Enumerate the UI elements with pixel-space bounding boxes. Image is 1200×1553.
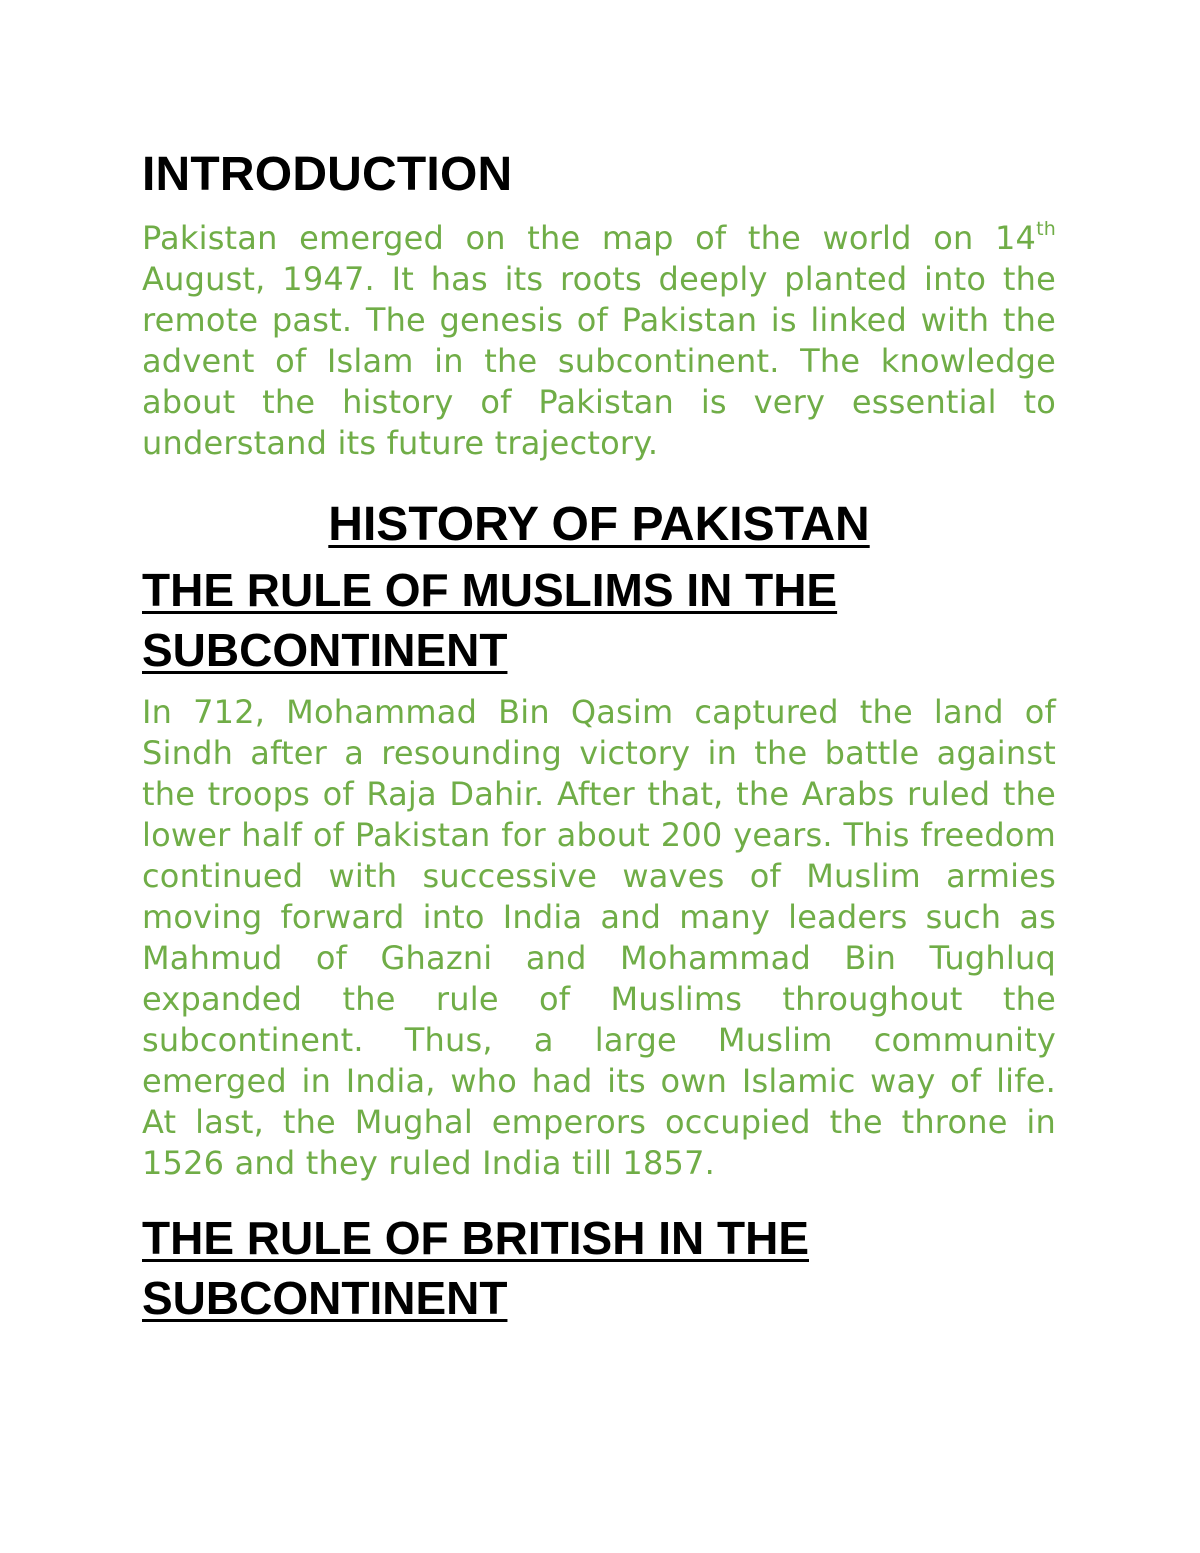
- muslim-rule-paragraph: In 712, Mohammad Bin Qasim captured the land of Sindh after a resounding victory in the battle against the troops of Raja Dahir. After that, the Arabs ruled the lower half of Pakistan for about 200 years. This freedom continued with successive waves of Muslim armies moving forward into India and many leaders such as Mahmud of Ghazni and Mohammad Bin Tughluq expanded the rule of Muslims throughout the subcontinent. Thus, a large Muslim community emerged in India, who had its own Islamic way of life. At last, the Mughal emperors occupied the throne in 1526 and they ruled India till 1857.: [142, 693, 1056, 1182]
- muslim-rule-heading: THE RULE OF MUSLIMS IN THE SUBCONTINENT: [142, 564, 838, 676]
- introduction-paragraph: [142, 218, 1056, 464]
- british-rule-heading: THE RULE OF BRITISH IN THE SUBCONTINENT: [142, 1212, 809, 1324]
- introduction-text-rest: August, 1947. It has its roots deeply planted into the remote past. The genesis of Pakistan is linked with the advent of Islam in the subcontinent. The knowledge about the history of Pakistan is very essential to understand its future trajectory.: [142, 260, 1056, 462]
- document-page: [142, 146, 1056, 1340]
- history-of-pakistan-heading: HISTORY OF PAKISTAN: [328, 498, 870, 551]
- ordinal-suffix: th: [1036, 218, 1056, 240]
- introduction-text-start: Pakistan emerged on the map of the world on 14: [142, 219, 1037, 257]
- introduction-heading: INTRODUCTION: [142, 148, 513, 201]
